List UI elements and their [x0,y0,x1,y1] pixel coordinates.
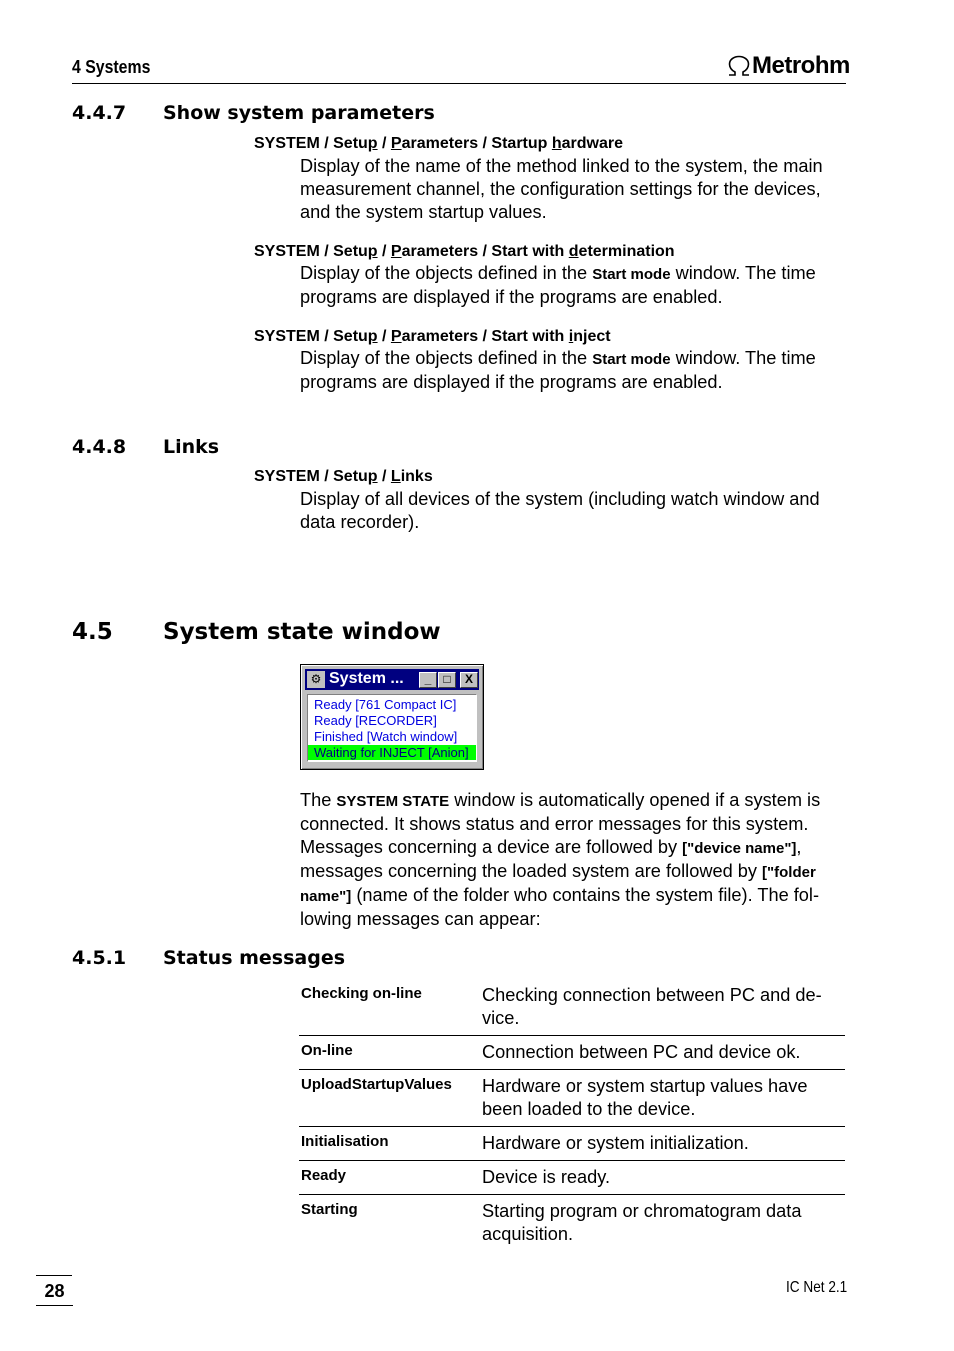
status-line: Finished [Watch window] [314,729,458,744]
section-title: Links [163,436,220,458]
status-description: Starting program or chromatogram data acquisition. [482,1201,802,1244]
status-line: Ready [761 Compact IC] [314,697,457,712]
window-title-bar[interactable] [305,669,479,690]
menu-path-startup-hardware: SYSTEM / Setup / Parameters / Startup hardware [254,135,624,152]
minimize-button[interactable]: _ [419,672,437,688]
status-term: UploadStartupValues [301,1076,452,1093]
section-heading-4-4-7 [72,102,572,126]
close-button[interactable]: X [460,672,478,688]
section-number: 4.4.8 [72,436,127,458]
paragraph-start-determination: Display of the objects defined in the Start mode window. The time programs are displayed if the programs are enabled. [300,263,816,307]
footer-rule [36,1275,72,1276]
section-number: 4.4.7 [72,102,127,124]
status-term: Initialisation [301,1133,389,1150]
section-title: Show system parameters [163,102,435,124]
section-heading-4-4-8 [72,436,572,460]
metrohm-logo [726,52,850,80]
status-term: Checking on-line [301,985,422,1002]
window-title: System ... [329,670,404,687]
table-row [299,1070,845,1127]
table-row [299,1036,845,1070]
status-description: Checking connection between PC and de- vice. [482,985,822,1028]
menu-path-start-inject: SYSTEM / Setup / Parameters / Start with inject [254,328,611,345]
table-row [299,1127,845,1161]
running-header-chapter: 4 Systems [72,57,151,77]
logo-wordmark: Metrohm [752,52,850,79]
status-line: Ready [RECORDER] [314,713,437,728]
status-messages-table [299,980,845,1251]
product-name: IC Net 2.1 [786,1279,848,1296]
status-term: Starting [301,1201,358,1218]
system-state-window [300,664,484,770]
section-heading-4-5 [72,619,672,649]
paragraph-system-state-intro: The SYSTEM STATE window is automatically opened if a system is connected. It shows status and error messages for this system. Messages concerning a device are followed by ["device name"], messages concerning the loaded system are followed by ["folder name"] (name of the folder who contains the system file). The fol- lowing messages can appear: [300,790,821,929]
status-description: Connection between PC and device ok. [482,1042,801,1062]
section-number: 4.5.1 [72,947,127,969]
page-number-rule [36,1305,73,1306]
status-term: Ready [301,1167,347,1184]
status-description: Device is ready. [482,1167,611,1187]
section-heading-4-5-1 [72,947,572,971]
section-title: System state window [163,619,441,645]
table-row [299,1161,845,1195]
paragraph-start-inject: Display of the objects defined in the Start mode window. The time programs are displayed if the programs are enabled. [300,348,816,392]
paragraph-links: Display of all devices of the system (including watch window and data recorder). [300,489,820,532]
menu-path-start-determination: SYSTEM / Setup / Parameters / Start with determination [254,243,675,260]
table-row [299,1195,845,1251]
status-description: Hardware or system initialization. [482,1133,749,1153]
status-description: Hardware or system startup values have been loaded to the device. [482,1076,808,1119]
paragraph-startup-hardware: Display of the name of the method linked to the system, the main measurement channel, the configuration settings for the devices, and the system startup values. [300,156,823,222]
omega-icon [726,55,752,77]
status-line-selected: Waiting for INJECT [Anion] [308,745,476,760]
status-term: On-line [301,1042,353,1059]
section-number: 4.5 [72,619,113,645]
header-rule [72,83,846,84]
menu-path-links: SYSTEM / Setup / Links [254,468,433,485]
page-number: 28 [44,1281,65,1301]
status-list[interactable] [307,694,477,762]
section-title: Status messages [163,947,346,969]
table-row [299,980,845,1036]
maximize-button[interactable]: □ [438,672,456,688]
system-icon: ⚙ [307,671,325,688]
